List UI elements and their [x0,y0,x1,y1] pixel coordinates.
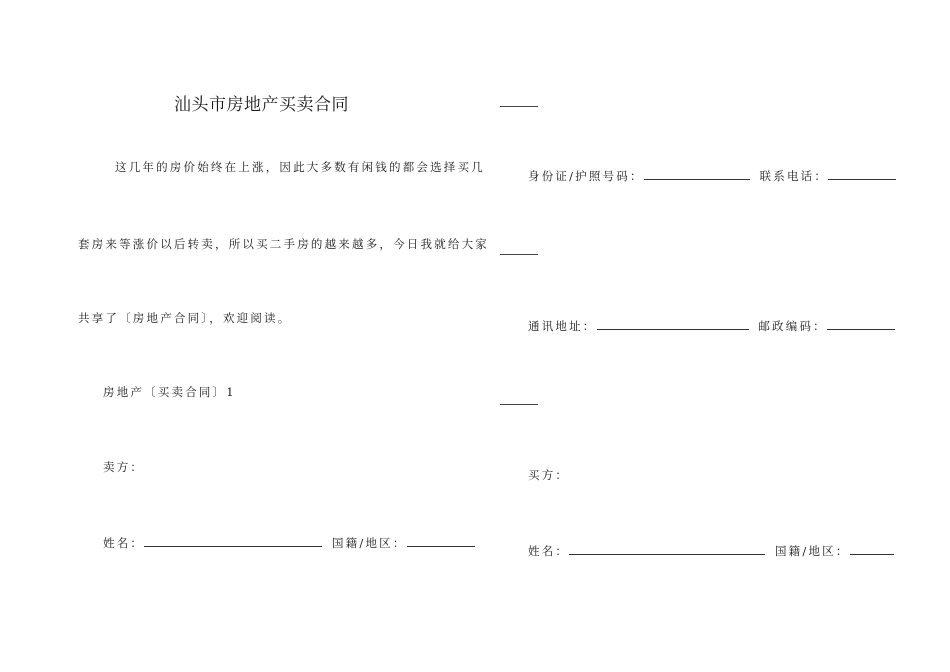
seller-name-label: 姓名： [103,536,145,550]
seller-postcode-field[interactable] [827,317,895,330]
contract-heading: 房地产〔买卖合同〕1 [103,385,236,399]
intro-paragraph-line-1: 这几年的房价始终在上涨，因此大多数有闲钱的都会选择买几 [115,160,485,174]
seller-name-row [103,534,475,551]
seller-name-field[interactable] [144,534,322,547]
seller-nationality-label: 国籍/地区： [331,536,407,550]
buyer-name-label: 姓名： [528,544,570,558]
buyer-nationality-label: 国籍/地区： [774,544,850,558]
seller-label: 卖方： [103,460,145,474]
seller-id-field[interactable] [644,167,750,180]
seller-postcode-label: 邮政编码： [758,319,827,333]
seller-address-label: 通讯地址： [528,319,597,333]
seller-phone-field[interactable] [828,167,896,180]
continuation-line-3 [500,404,538,405]
intro-paragraph-line-2: 套房来等涨价以后转卖，所以买二手房的越来越多，今日我就给大家 [78,237,489,251]
seller-id-row [528,167,896,184]
seller-address-field[interactable] [597,317,749,330]
intro-paragraph-line-3: 共享了〔房地产合同〕，欢迎阅读。 [78,311,292,325]
buyer-name-row [528,542,894,559]
document-title: 汕头市房地产买卖合同 [174,95,349,115]
continuation-line-1 [500,106,538,107]
seller-address-row [528,317,895,334]
seller-phone-label: 联系电话： [759,169,829,183]
buyer-nationality-field[interactable] [850,542,894,555]
continuation-line-2 [500,254,538,255]
seller-id-label: 身份证/护照号码： [528,169,644,183]
seller-nationality-field[interactable] [407,534,475,547]
buyer-label: 买方： [528,468,570,482]
buyer-name-field[interactable] [569,542,765,555]
